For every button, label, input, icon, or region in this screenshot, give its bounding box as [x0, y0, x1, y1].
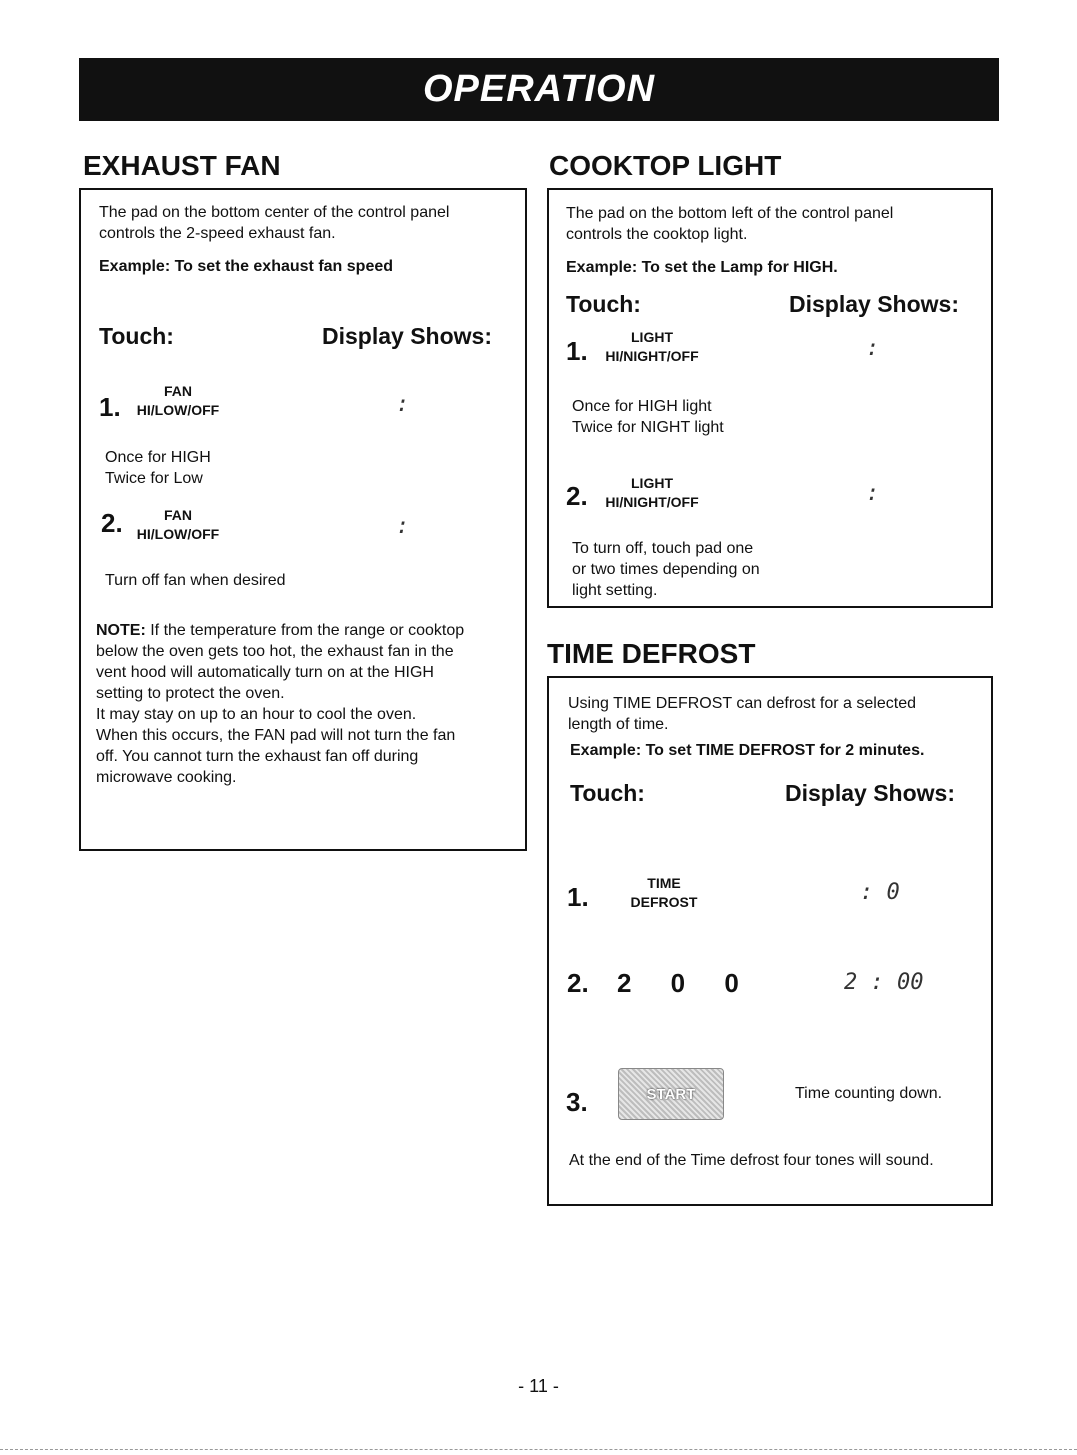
time-defrost-step3-number: 3. — [566, 1087, 588, 1117]
start-button — [618, 1068, 724, 1120]
cooktop-light-title: COOKTOP LIGHT — [549, 150, 782, 181]
time-defrost-example: Example: To set TIME DEFROST for 2 minutes. — [570, 742, 925, 759]
cooktop-light-step2-number: 2. — [566, 481, 588, 511]
cooktop-light-step2-notes: To turn off, touch pad one or two times depending on light setting. — [572, 540, 760, 599]
number-pads-2-0-0: 2 0 0 — [617, 968, 755, 998]
exhaust-fan-step2-number: 2. — [101, 508, 123, 538]
time-defrost-title: TIME DEFROST — [547, 638, 756, 669]
cooktop-light-intro: The pad on the bottom left of the control panel controls the cooktop light. — [566, 205, 894, 243]
time-defrost-step1-number: 1. — [567, 882, 589, 912]
time-defrost-step2-number: 2. — [567, 968, 589, 998]
exhaust-fan-intro: The pad on the bottom center of the control panel controls the 2-speed exhaust fan. — [99, 204, 450, 242]
exhaust-fan-step2-note: Turn off fan when desired — [105, 572, 286, 589]
exhaust-fan-step1-display: : — [396, 392, 410, 417]
exhaust-fan-step1-number: 1. — [99, 392, 121, 422]
exhaust-fan-note: NOTE: If the temperature from the range or cooktop below the oven gets too hot, the exhaust fan in the vent hood will automatically turn on at the HIGH setting to protect the oven. It may stay on up to an hour to cool the oven. When this occurs, the FAN pad will not turn the fan off. You cannot turn the exhaust fan off during microwave cooking. — [96, 622, 465, 786]
exhaust-fan-step2-display: : — [396, 514, 410, 539]
time-defrost-step3-display: Time counting down. — [795, 1085, 943, 1102]
light-pad-step1: LIGHT HI/NIGHT/OFF — [605, 329, 699, 364]
exhaust-fan-step1-notes: Once for HIGH Twice for Low — [105, 449, 211, 487]
page-number: - 11 - — [518, 1376, 559, 1396]
cooktop-light-step1-notes: Once for HIGH light Twice for NIGHT light — [572, 398, 724, 436]
time-defrost-touch-header: Touch: — [570, 780, 645, 806]
banner-title: OPERATION — [422, 68, 656, 110]
time-defrost-pad: TIME DEFROST — [630, 875, 698, 910]
exhaust-fan-touch-header: Touch: — [99, 323, 174, 349]
cooktop-light-step2-display: : — [866, 481, 880, 506]
time-defrost-display-header: Display Shows: — [785, 780, 955, 806]
cooktop-light-touch-header: Touch: — [566, 291, 641, 317]
exhaust-fan-display-header: Display Shows: — [322, 323, 492, 349]
cooktop-light-display-header: Display Shows: — [789, 291, 959, 317]
cooktop-light-example: Example: To set the Lamp for HIGH. — [566, 259, 838, 276]
time-defrost-step1-display: : 0 — [860, 880, 900, 905]
page-bottom-rule — [0, 1449, 1077, 1450]
exhaust-fan-title: EXHAUST FAN — [83, 150, 281, 181]
page-banner — [79, 58, 999, 121]
exhaust-fan-example: Example: To set the exhaust fan speed — [99, 258, 394, 275]
time-defrost-footer: At the end of the Time defrost four tones will sound. — [569, 1152, 934, 1169]
cooktop-light-step1-display: : — [866, 336, 880, 361]
time-defrost-intro: Using TIME DEFROST can defrost for a selected length of time. — [568, 695, 916, 733]
cooktop-light-step1-number: 1. — [566, 336, 588, 366]
light-pad-step2: LIGHT HI/NIGHT/OFF — [605, 475, 699, 510]
time-defrost-step2-display: 2 : 00 — [844, 970, 924, 995]
fan-pad-step1: FAN HI/LOW/OFF — [136, 383, 220, 418]
fan-pad-step2: FAN HI/LOW/OFF — [136, 507, 220, 542]
note-label: NOTE: — [96, 622, 146, 639]
start-button-label: START — [646, 1085, 696, 1103]
